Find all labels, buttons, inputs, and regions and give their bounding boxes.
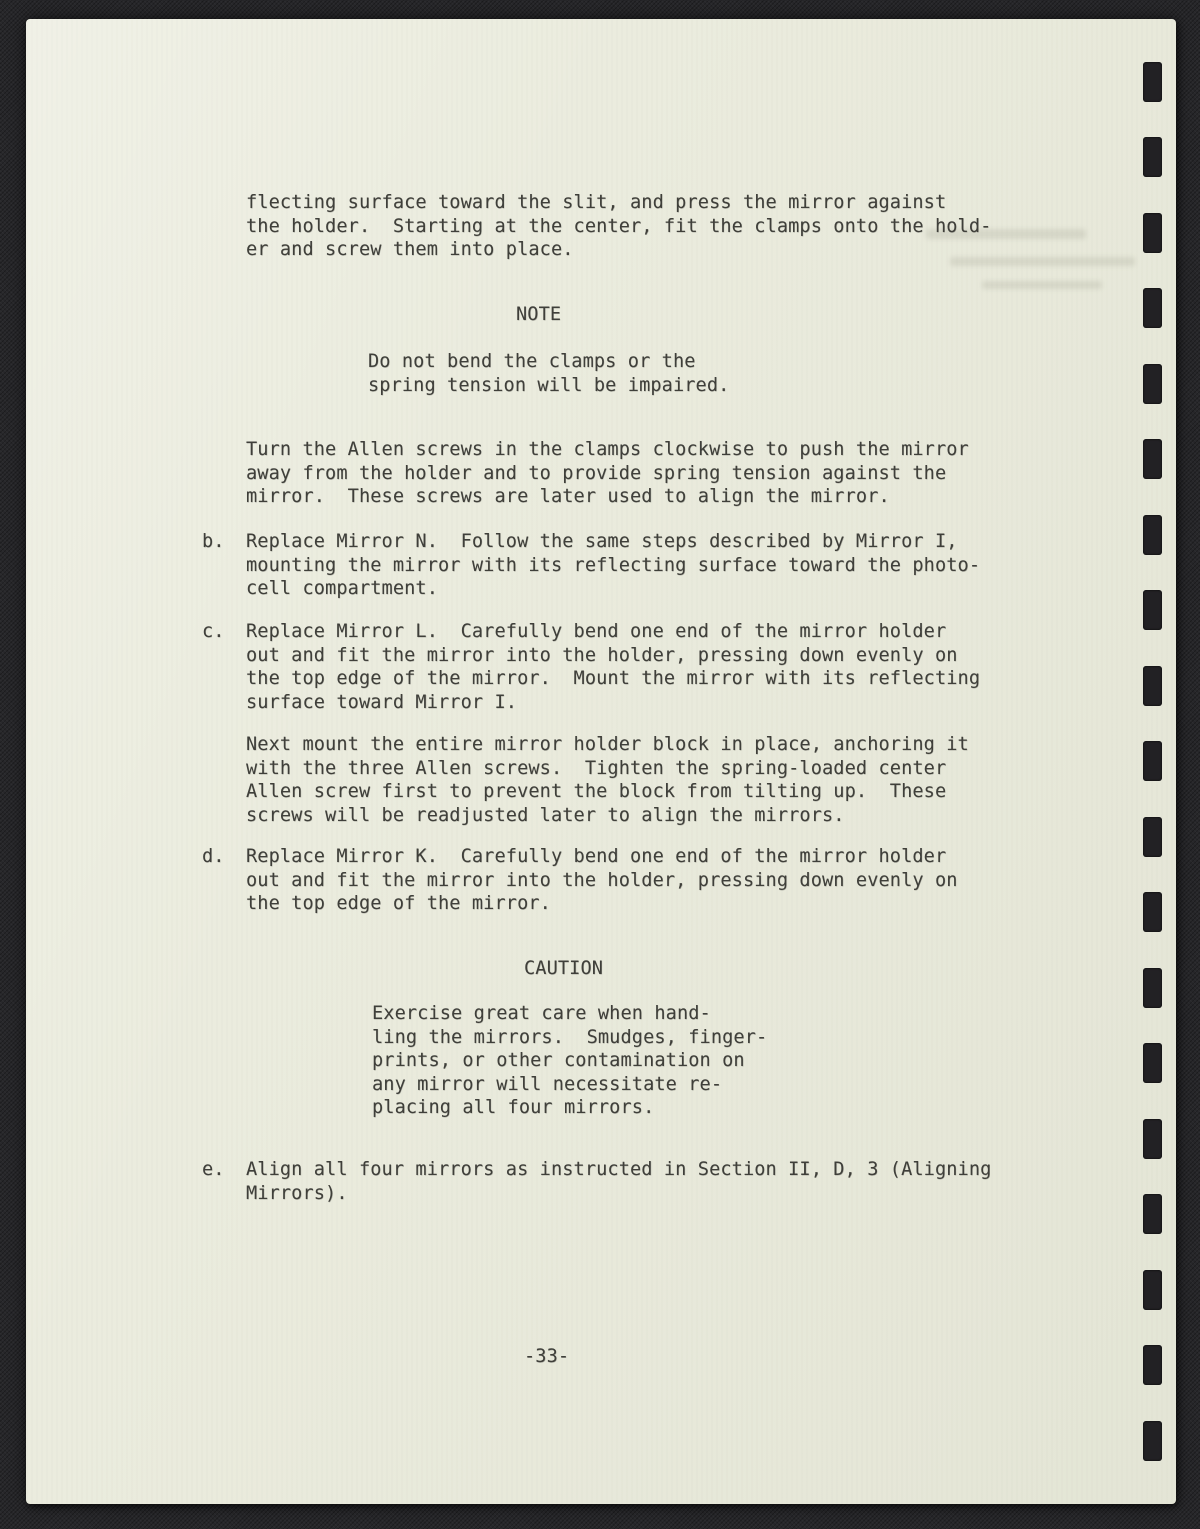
page-number: -33-	[524, 1346, 570, 1367]
caution-heading: CAUTION	[524, 958, 604, 979]
punch-hole	[1143, 62, 1162, 102]
text-line: out and fit the mirror into the holder, pressing down evenly on	[246, 644, 958, 666]
list-item-b	[202, 530, 980, 601]
text-line: Allen screw first to prevent the block from tilting up. These	[246, 781, 947, 802]
text-line: away from the holder and to provide spring tension against the	[246, 462, 947, 484]
punch-hole	[1143, 1421, 1162, 1461]
list-item-c	[202, 620, 980, 714]
text-line: Mirrors).	[246, 1182, 348, 1204]
item-label: d.	[202, 846, 225, 867]
bleedthrough-mark	[982, 281, 1102, 289]
item-text	[246, 845, 958, 916]
punch-hole	[1143, 213, 1162, 253]
text-line: Next mount the entire mirror holder block in place, anchoring it	[246, 734, 969, 755]
list-item-d	[202, 845, 958, 916]
note-body	[368, 350, 729, 397]
text-line: out and fit the mirror into the holder, pressing down evenly on	[246, 869, 958, 891]
punch-hole	[1143, 892, 1162, 932]
text-line: placing all four mirrors.	[372, 1097, 655, 1118]
text-line: mounting the mirror with its reflecting surface toward the photo-	[246, 554, 981, 576]
text-line: Replace Mirror K. Carefully bend one end of the mirror holder	[246, 846, 947, 867]
item-label: b.	[202, 531, 225, 552]
punch-hole	[1143, 1270, 1162, 1310]
text-line: prints, or other contamination on	[372, 1050, 745, 1071]
text-line: any mirror will necessitate re-	[372, 1073, 723, 1095]
document-page	[26, 19, 1176, 1504]
text-line: Align all four mirrors as instructed in Section II, D, 3 (Aligning	[246, 1159, 992, 1180]
punch-hole	[1143, 666, 1162, 706]
text-line: spring tension will be impaired.	[368, 374, 730, 396]
text-line: Exercise great care when hand-	[372, 1003, 711, 1024]
item-text	[246, 1158, 991, 1205]
punch-hole	[1143, 968, 1162, 1008]
text-line: Replace Mirror L. Carefully bend one end of the mirror holder	[246, 621, 947, 642]
paragraph-intro	[246, 191, 991, 262]
punch-hole	[1143, 439, 1162, 479]
item-text	[246, 530, 980, 601]
text-line: surface toward Mirror I.	[246, 691, 518, 713]
punch-hole	[1143, 288, 1162, 328]
punch-hole	[1143, 137, 1162, 177]
text-line: Do not bend the clamps or the	[368, 351, 696, 372]
punch-hole	[1143, 741, 1162, 781]
paragraph-next-mount	[246, 733, 969, 827]
text-line: with the three Allen screws. Tighten the spring-loaded center	[246, 757, 947, 779]
text-line: the top edge of the mirror. Mount the mirror with its reflecting	[246, 668, 981, 689]
item-text	[246, 620, 980, 714]
caution-body	[372, 1002, 767, 1120]
text-line: flecting surface toward the slit, and press the mirror against	[246, 192, 947, 213]
punch-hole	[1143, 364, 1162, 404]
note-heading: NOTE	[516, 304, 562, 325]
item-label: c.	[202, 621, 225, 642]
punch-hole	[1143, 1345, 1162, 1385]
punch-hole	[1143, 1194, 1162, 1234]
text-line: cell compartment.	[246, 578, 439, 599]
item-label: e.	[202, 1159, 225, 1180]
punch-hole	[1143, 590, 1162, 630]
text-line: er and screw them into place.	[246, 239, 574, 260]
text-line: Replace Mirror N. Follow the same steps described by Mirror I,	[246, 531, 958, 552]
list-item-e	[202, 1158, 991, 1205]
text-line: Turn the Allen screws in the clamps clockwise to push the mirror	[246, 439, 969, 460]
text-line: the top edge of the mirror.	[246, 893, 551, 914]
punch-hole	[1143, 1043, 1162, 1083]
text-line: mirror. These screws are later used to align the mirror.	[246, 486, 890, 507]
text-line: ling the mirrors. Smudges, finger-	[372, 1026, 768, 1048]
paragraph-allen-screws	[246, 438, 969, 509]
punch-hole	[1143, 817, 1162, 857]
text-line: the holder. Starting at the center, fit the clamps onto the hold-	[246, 215, 992, 237]
text-line: screws will be readjusted later to align the mirrors.	[246, 804, 845, 826]
punch-hole	[1143, 1119, 1162, 1159]
punch-hole	[1143, 515, 1162, 555]
